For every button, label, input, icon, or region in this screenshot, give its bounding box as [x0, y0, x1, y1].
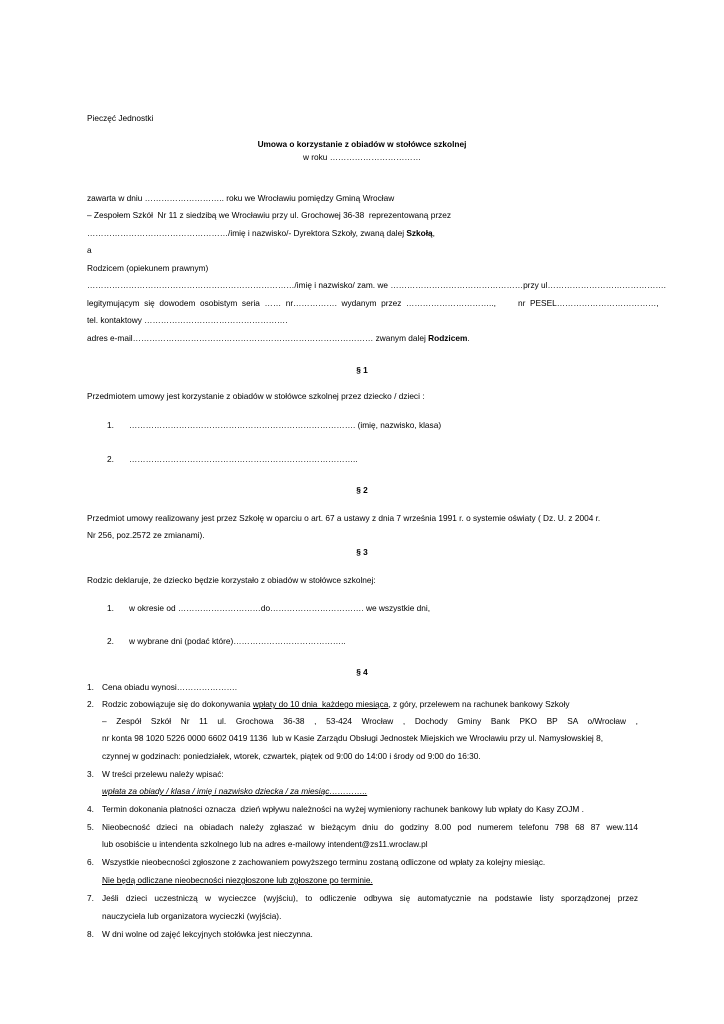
- section-2-line: Nr 256, poz.2572 ze zmianami).: [87, 530, 205, 540]
- parent-id-line: legitymującym się dowodem osobistym seria …… nr……………. wydanym przez …………………………..,: [87, 298, 496, 308]
- section-4-heading: § 4: [356, 667, 368, 677]
- transfer-title-template: wpłata za obiady / klasa / imię i nazwisko dziecka / za miesiąc…………..: [102, 786, 368, 796]
- section-4-point-text: W treści przelewu należy wpisać:: [102, 769, 224, 779]
- section-4-point-number: 6.: [87, 857, 94, 867]
- section-3-item-number: 2.: [107, 636, 114, 646]
- parties-line-school: – Zespołem Szkół Nr 11 z siedzibą we Wrocławiu przy ul. Grochowej 36-38 reprezentowaną przez: [87, 210, 451, 220]
- section-4-contact-line: lub osobiście u intendenta szkolnego lub na adres e-mailowy intendent@zs11.wroclaw.pl: [102, 839, 428, 849]
- section-1-item-text: ………………………………………………………………………. (imię, nazwisko, klasa): [129, 420, 442, 430]
- parties-conjunction: a: [87, 245, 92, 255]
- section-1-intro: Przedmiotem umowy jest korzystanie z obiadów w stołówce szkolnej przez dziecko / dzieci :: [87, 391, 425, 401]
- section-4-point-text-cont: nauczyciela lub organizatora wycieczki (wyjścia).: [102, 911, 282, 921]
- section-2-heading: § 2: [356, 485, 368, 495]
- section-1-item-number: 1.: [107, 420, 114, 430]
- section-4-point-number: 1.: [87, 682, 94, 692]
- section-4-point-number: 5.: [87, 822, 94, 832]
- section-4-point-text: Wszystkie nieobecności zgłoszone z zachowaniem powyższego terminu zostaną odliczone od wpłaty za kolejny miesiąc.: [102, 857, 546, 867]
- section-3-item-text: w wybrane dni (podać które)…………………………………..: [129, 636, 346, 646]
- stamp-label: Pieczęć Jednostki: [87, 113, 154, 123]
- section-4-point-number: 7.: [87, 893, 94, 903]
- section-1-item-number: 2.: [107, 454, 114, 464]
- section-3-heading: § 3: [356, 547, 368, 557]
- section-4-hours-line: czynnej w godzinach: poniedziałek, wtorek, czwartek, piątek od 9:00 do 14:00 i środy od 9:00 do 16:30.: [102, 751, 481, 761]
- section-4-point-number: 3.: [87, 769, 94, 779]
- parent-name-address-line: …………………………………………………………………/imię i nazwisko/ zam. we …………………………………………przy ul…………………………………….: [87, 280, 666, 290]
- parent-phone-line: tel. kontaktowy …………………………………………….: [87, 315, 288, 325]
- section-3-item-number: 1.: [107, 603, 114, 613]
- parties-line-director: ……………………………………………/imię i nazwisko/- Dyrektora Szkoły, zwaną dalej Szkołą,: [87, 228, 435, 238]
- parties-line-date: zawarta w dniu ……………………….. roku we Wrocławiu pomiędzy Gminą Wrocław: [87, 193, 395, 203]
- section-3-intro: Rodzic deklaruje, że dziecko będzie korzystało z obiadów w stołówce szkolnej:: [87, 575, 376, 585]
- section-4-account-line: nr konta 98 1020 5226 0000 6602 0419 1136 lub w Kasie Zarządu Obsługi Jednostek Miejskich we Wrocławiu przy ul. Namysłowskiej 8,: [102, 733, 604, 743]
- section-4-point-text: Termin dokonania płatności oznacza dzień wpływu należności na wyżej wymieniony rachunek bankowy lub wpłaty do Kasy ZOJM .: [102, 804, 584, 814]
- parent-pesel-line: nr PESEL………………………………,: [518, 298, 659, 308]
- section-4-point-text: Nieobecność dzieci na obiadach należy zgłaszać w bieżącym dniu do godziny 8.00 pod numerem telefonu 798 68 87 wew.114: [102, 822, 638, 832]
- section-4-notice: Nie będą odliczane nieobecności niezgłoszone lub zgłoszone po terminie.: [102, 875, 373, 885]
- document-title: Umowa o korzystanie z obiadów w stołówce szkolnej: [257, 139, 467, 149]
- section-1-heading: § 1: [356, 365, 368, 375]
- section-4-point-number: 4.: [87, 804, 94, 814]
- section-3-item-text: w okresie od …………………………do……………………………. we wszystkie dni,: [129, 603, 431, 613]
- section-1-item-text: ………………………………………………………………………..: [129, 454, 358, 464]
- parent-label: Rodzicem (opiekunem prawnym): [87, 263, 209, 273]
- section-2-line: Przedmiot umowy realizowany jest przez Szkołę w oparciu o art. 67 a ustawy z dnia 7 września 1991 r. o systemie oświaty ( Dz. U. z 2004 r.: [87, 513, 601, 523]
- section-4-point-text: Rodzic zobowiązuje się do dokonywania wpłaty do 10 dnia każdego miesiąca, z góry, przelewem na rachunek bankowy Szkoły: [102, 699, 570, 709]
- section-4-point-number: 2.: [87, 699, 94, 709]
- section-4-bank-line: – Zespół Szkół Nr 11 ul. Grochowa 36-38 , 53-424 Wrocław , Dochody Gminy Bank PKO BP SA o/Wrocław ,: [102, 716, 638, 726]
- parent-email-line: adres e-mail…………………………………………………………………………… zwanym dalej Rodzicem.: [87, 333, 470, 343]
- section-4-point-text: Jeśli dzieci uczestniczą w wycieczce (wyjściu), to odliczenie odbywa się automatycznie na podstawie listy sporządzonej przez: [102, 893, 638, 903]
- section-4-point-number: 8.: [87, 929, 94, 939]
- document-year: w roku ……………………………: [302, 152, 421, 162]
- section-4-point-text: Cena obiadu wynosi………………….: [102, 682, 238, 692]
- section-4-point-text: W dni wolne od zajęć lekcyjnych stołówka jest nieczynna.: [102, 929, 313, 939]
